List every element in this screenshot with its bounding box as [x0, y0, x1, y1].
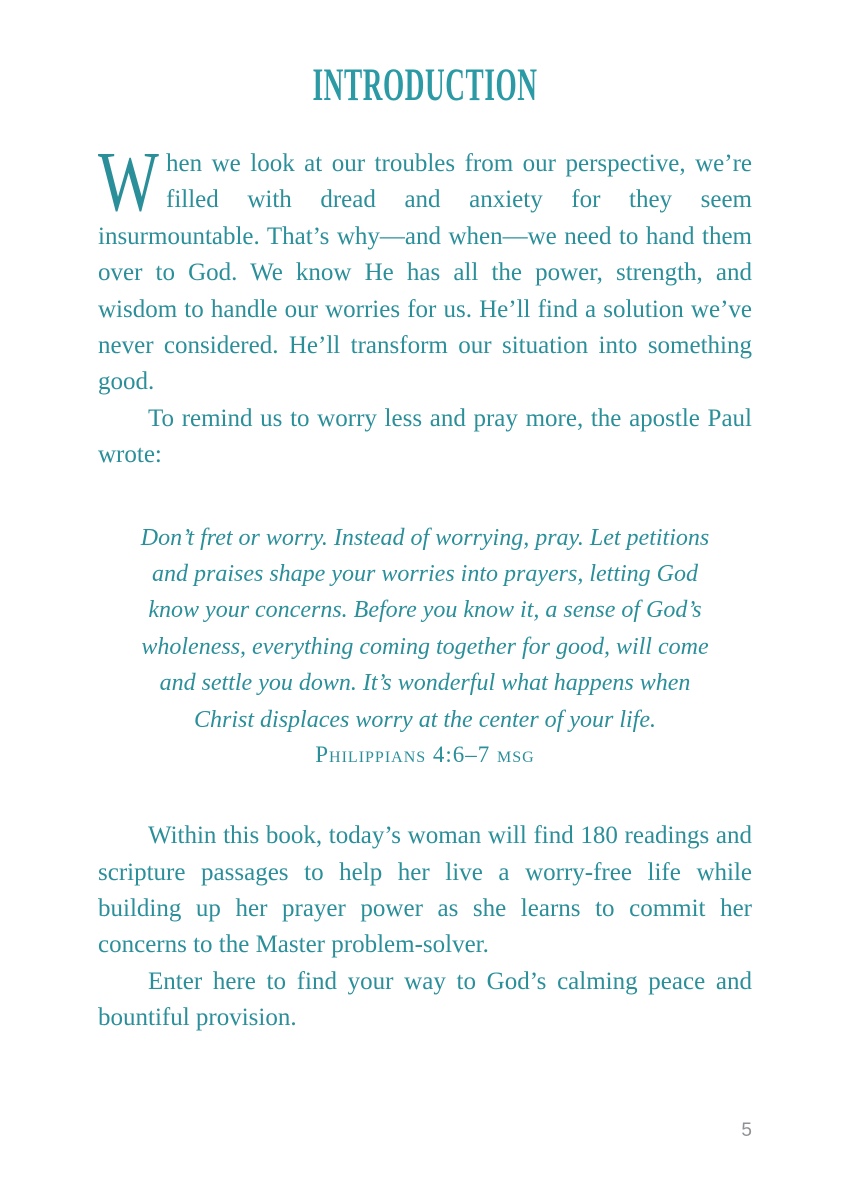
quote-line: wholeness, everything coming together for good, will come [141, 633, 709, 660]
paragraph-intro [98, 133, 752, 401]
quote-line: Christ displaces worry at the center of your life. [194, 706, 656, 733]
quote-line: and praises shape your worries into prayers, letting God [152, 561, 698, 588]
scripture-quote [98, 520, 752, 772]
paragraph-intro-text: hen we look at our troubles from our perspective, we’re filled with dread and anxiety for they seem insurmountable. That’s why—and when—we need to hand them over to God. We know He has all the power, strength, and wisdom to handle our worries for us. He’ll find a solution we’ve never considered. He’ll transform our situation into something good. [98, 150, 752, 396]
paragraph-book-description: Within this book, today’s woman will find 180 readings and scripture passages to help her live a worry-free life while building up her prayer power as she learns to commit her concerns to the Master problem-solver. [98, 822, 752, 959]
scripture-reference: Philippians 4:6–7 msg [315, 742, 535, 768]
paragraph-invitation: Enter here to find your way to God’s calming peace and bountiful provision. [98, 967, 752, 1032]
body-text-block [98, 133, 752, 1037]
paragraph-reminder: To remind us to worry less and pray more, the apostle Paul wrote: [98, 404, 752, 469]
drop-cap: W [98, 133, 159, 229]
page-number: 5 [741, 1120, 752, 1141]
page-title-text: INTRODUCTION [312, 59, 538, 111]
quote-line: Don’t fret or worry. Instead of worrying, pray. Let petitions [140, 524, 710, 551]
quote-line: know your concerns. Before you know it, a sense of God’s [148, 597, 702, 624]
quote-line: and settle you down. It’s wonderful what happens when [159, 670, 691, 697]
page-title [98, 59, 752, 111]
